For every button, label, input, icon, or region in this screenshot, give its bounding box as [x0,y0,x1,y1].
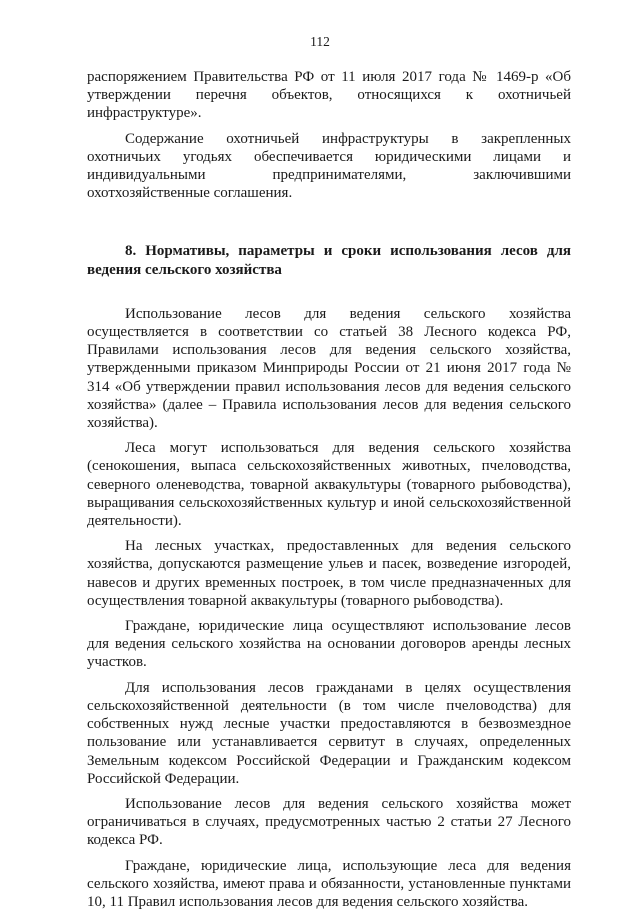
paragraph-4: Граждане, юридические лица осуществляют использование лесов для ведения сельского хозяйства на основании договоров аренды лесных участков. [87,618,571,671]
paragraph-7: Граждане, юридические лица, использующие леса для ведения сельского хозяйства, имеют права и обязанности, установленные пунктами 10, 11 Правил использования лесов для ведения сельского хозяйства. [87,857,571,910]
document-body [87,68,571,911]
paragraph-2: Леса могут использоваться для ведения сельского хозяйства (сенокошения, выпаса сельскохозяйственных животных, пчеловодства, северного оленеводства, товарной аквакультуры (товарного рыбоводства), выращивания сельскохозяйственных культур и иной сельскохозяйственной деятельности). [87,440,571,530]
paragraph-5: Для использования лесов гражданами в целях осуществления сельскохозяйственной деятельности (в том числе пчеловодства) для собственных нужд лесные участки предоставляются в безвозмездное пользование или устанавливается сервитут в случаях, определенных Земельным кодексом Российской Федерации и Гражданским кодексом Российской Федерации. [87,679,571,787]
intro-paragraph-1: распоряжением Правительства РФ от 11 июля 2017 года № 1469-р «Об утверждении перечня объектов, относящихся к охотничьей инфраструктуре». [87,69,571,122]
paragraph-1: Использование лесов для ведения сельского хозяйства осуществляется в соответствии со статьей 38 Лесного кодекса РФ, Правилами использования лесов для ведения сельского хозяйства, утвержденными приказом Минприроды России от 21 июня 2017 года № 314 «Об утверждении правил использования лесов для ведения сельского хозяйства» (далее – Правила использования лесов для ведения сельского хозяйства). [87,305,571,432]
paragraph-6: Использование лесов для ведения сельского хозяйства может ограничиваться в случаях, предусмотренных частью 2 статьи 27 Лесного кодекса РФ. [87,795,571,849]
section-heading: 8. Нормативы, параметры и сроки использования лесов для ведения сельского хозяйства [87,243,571,278]
paragraph-3: На лесных участках, предоставленных для ведения сельского хозяйства, допускаются размещение ульев и пасек, возведение изгородей, навесов и других временных построек, в том числе предназначенных для осуществления товарной аквакультуры (товарного рыбоводства). [87,538,571,609]
intro-paragraph-2: Содержание охотничьей инфраструктуры в закрепленных охотничьих угодьях обеспечивается юридическими лицами и индивидуальными предпринимателями, заключившими охотхозяйственные соглашения. [87,130,571,202]
page-number: 112 [310,34,330,49]
